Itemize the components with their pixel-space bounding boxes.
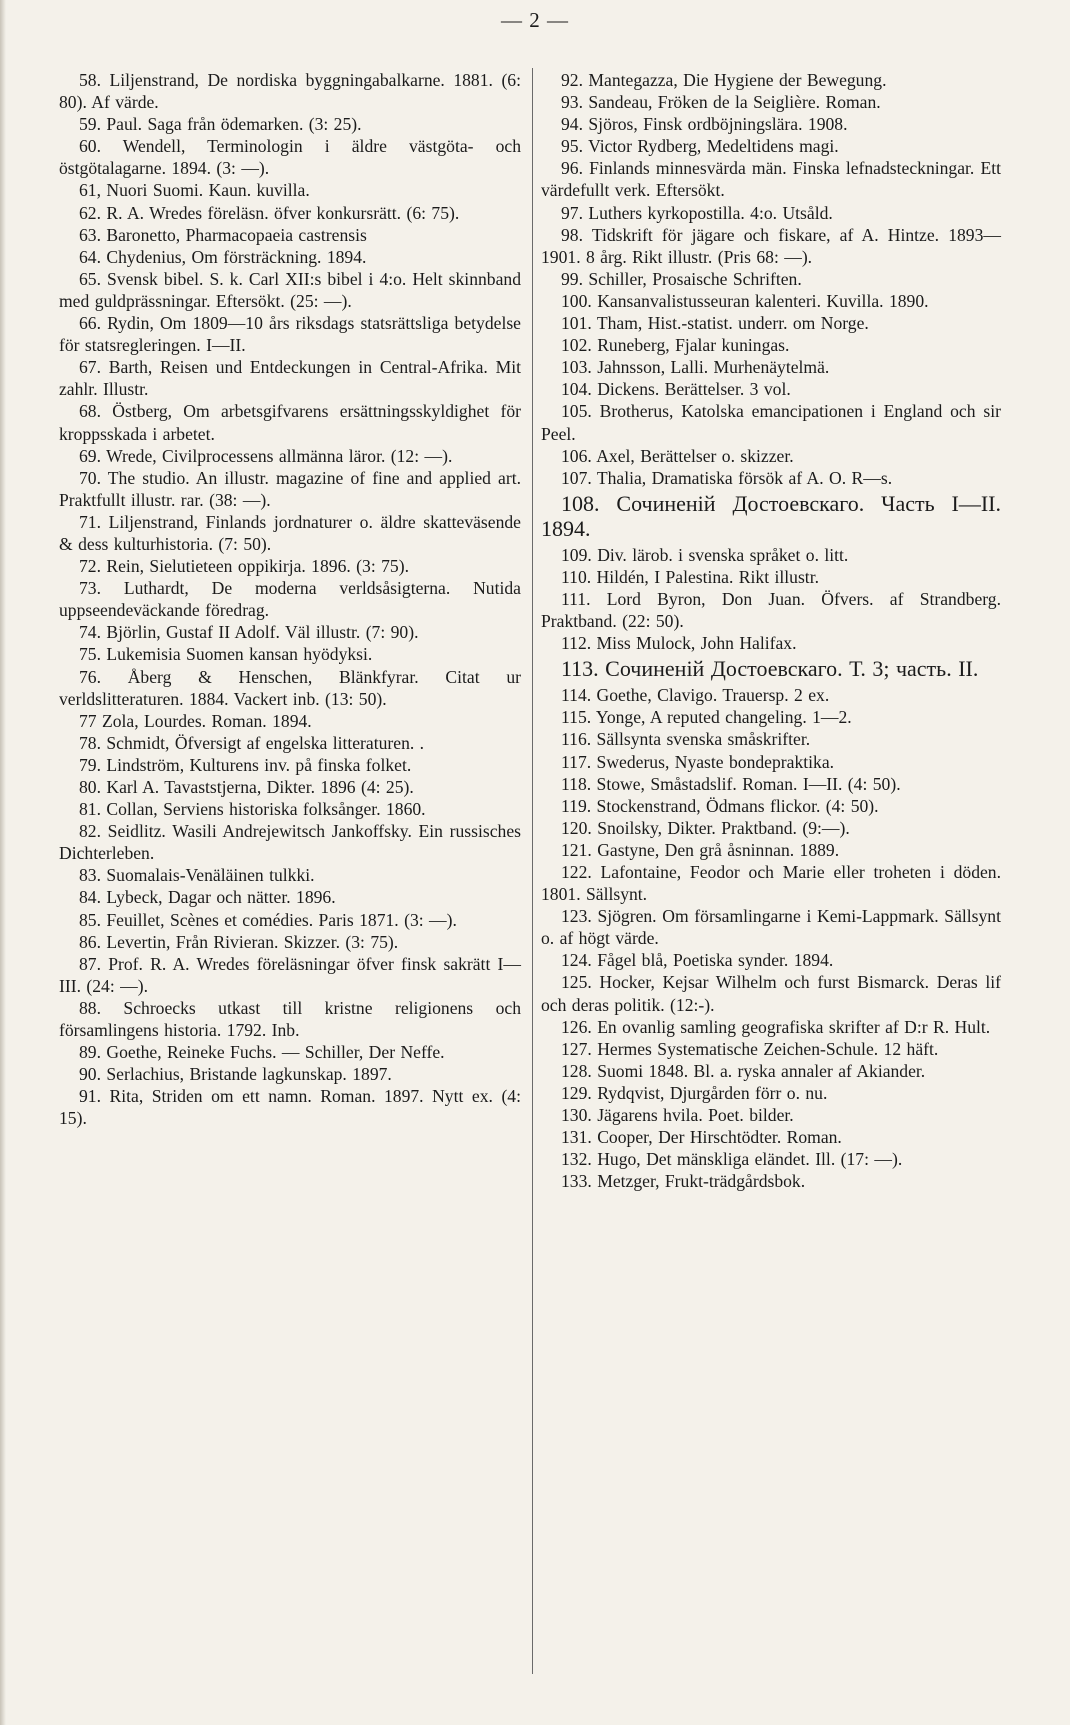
catalogue-entry: 89. Goethe, Reineke Fuchs. — Schiller, Der Neffe. <box>79 1042 445 1063</box>
catalogue-entry: 109. Div. lärob. i svenska språket o. litt. <box>561 544 849 565</box>
catalogue-entry: 124. Fågel blå, Poetiska synder. 1894. <box>561 950 834 971</box>
catalogue-entry: 130. Jägarens hvila. Poet. bilder. <box>561 1105 794 1126</box>
catalogue-entry: 75. Lukemisia Suomen kansan hyödyksi. <box>79 644 373 665</box>
catalogue-entry: 81. Collan, Serviens historiska folksånger. 1860. <box>79 799 426 820</box>
catalogue-entry: 114. Goethe, Clavigo. Trauersp. 2 ex. <box>561 685 830 706</box>
catalogue-entry: 115. Yonge, A reputed changeling. 1—2. <box>561 707 852 728</box>
catalogue-entry: 120. Snoilsky, Dikter. Praktband. (9:—). <box>561 817 850 838</box>
catalogue-entry: 112. Miss Mulock, John Halifax. <box>561 633 797 654</box>
left-column <box>59 69 521 1130</box>
catalogue-entry: 70. The studio. An illustr. magazine of fine and applied art. Praktfullt illustr. rar. (38: —). <box>59 467 521 510</box>
catalogue-entry: 63. Baronetto, Pharmacopaeia castrensis <box>79 224 367 245</box>
catalogue-entry: 108. Сочиненій Достоевскаго. Часть I—II. 1894. <box>541 490 1001 541</box>
catalogue-entry: 116. Sällsynta svenska småskrifter. <box>561 729 811 750</box>
catalogue-entry: 99. Schiller, Prosaische Schriften. <box>561 268 802 289</box>
catalogue-entry: 61, Nuori Suomi. Kaun. kuvilla. <box>79 180 310 201</box>
catalogue-entry: 68. Östberg, Om arbetsgifvarens ersättningsskyldighet för kroppsskada i arbetet. <box>59 401 521 444</box>
catalogue-entry: 125. Hocker, Kejsar Wilhelm och furst Bismarck. Deras lif och deras politik. (12:-). <box>541 972 1001 1015</box>
catalogue-entry: 128. Suomi 1848. Bl. a. ryska annaler af Akiander. <box>561 1060 926 1081</box>
catalogue-entry: 101. Tham, Hist.-statist. underr. om Norge. <box>561 313 869 334</box>
catalogue-entry: 59. Paul. Saga från ödemarken. (3: 25). <box>79 114 362 135</box>
catalogue-entry: 77 Zola, Lourdes. Roman. 1894. <box>79 710 312 731</box>
catalogue-entry: 73. Luthardt, De moderna verldsåsigterna. Nutida uppseendeväckande föredrag. <box>59 578 521 621</box>
catalogue-entry: 69. Wrede, Civilprocessens allmänna läror. (12: —). <box>79 445 453 466</box>
catalogue-entry: 123. Sjögren. Om församlingarne i Kemi-Lappmark. Sällsynt o. af högt värde. <box>541 906 1001 949</box>
catalogue-entry: 65. Svensk bibel. S. k. Carl XII:s bibel i 4:o. Helt skinnband med guldprässningar. Eftersökt. (25: —). <box>59 268 521 311</box>
catalogue-entry: 117. Swederus, Nyaste bondepraktika. <box>561 751 835 772</box>
catalogue-entry: 105. Brotherus, Katolska emancipationen i England och sir Peel. <box>541 401 1001 444</box>
catalogue-entry: 74. Björlin, Gustaf II Adolf. Väl illustr. (7: 90). <box>79 622 419 643</box>
catalogue-entry: 76. Åberg & Henschen, Blänkfyrar. Citat ur verldslitteraturen. 1884. Vackert inb. (13: 50). <box>59 666 521 709</box>
catalogue-entry: 62. R. A. Wredes föreläsn. öfver konkursrätt. (6: 75). <box>79 202 460 223</box>
catalogue-entry: 72. Rein, Sielutieteen oppikirja. 1896. (3: 75). <box>79 556 409 577</box>
catalogue-entry: 98. Tidskrift för jägare och fiskare, af A. Hintze. 1893—1901. 8 årg. Rikt illustr. (Pris 68: —). <box>541 224 1001 267</box>
catalogue-entry: 127. Hermes Systematische Zeichen-Schule. 12 häft. <box>561 1038 939 1059</box>
catalogue-entry: 97. Luthers kyrkopostilla. 4:o. Utsåld. <box>561 202 833 223</box>
catalogue-entry: 64. Chydenius, Om försträckning. 1894. <box>79 246 367 267</box>
catalogue-entry: 103. Jahnsson, Lalli. Murhenäytelmä. <box>561 357 830 378</box>
catalogue-entry: 84. Lybeck, Dagar och nätter. 1896. <box>79 887 336 908</box>
catalogue-entry: 113. Сочиненій Достоевскаго. Т. 3; часть. II. <box>561 656 979 682</box>
catalogue-entry: 96. Finlands minnesvärda män. Finska lefnadsteckningar. Ett värdefullt verk. Eftersökt. <box>541 158 1001 201</box>
catalogue-entry: 119. Stockenstrand, Ödmans flickor. (4: 50). <box>561 795 879 816</box>
catalogue-entry: 87. Prof. R. A. Wredes föreläsningar öfver finsk sakrätt I—III. (24: —). <box>59 953 521 996</box>
catalogue-entry: 102. Runeberg, Fjalar kuningas. <box>561 335 790 356</box>
catalogue-entry: 121. Gastyne, Den grå åsninnan. 1889. <box>561 839 840 860</box>
catalogue-entry: 110. Hildén, I Palestina. Rikt illustr. <box>561 566 819 587</box>
catalogue-entry: 88. Schroecks utkast till kristne religionens och församlingens historia. 1792. Inb. <box>59 997 521 1041</box>
column-divider <box>532 68 533 1674</box>
catalogue-entry: 79. Lindström, Kulturens inv. på finska folket. <box>79 754 412 775</box>
catalogue-entry: 71. Liljenstrand, Finlands jordnaturer o. äldre skatteväsende & dess kulturhistoria. (7: 50). <box>59 511 521 554</box>
catalogue-entry: 90. Serlachius, Bristande lagkunskap. 1897. <box>79 1064 392 1085</box>
catalogue-entry: 95. Victor Rydberg, Medeltidens magi. <box>561 136 839 157</box>
catalogue-entry: 83. Suomalais-Venäläinen tulkki. <box>79 865 315 886</box>
catalogue-entry: 58. Liljenstrand, De nordiska byggningabalkarne. 1881. (6: 80). Af värde. <box>59 70 521 113</box>
catalogue-entry: 129. Rydqvist, Djurgården förr o. nu. <box>561 1082 828 1103</box>
catalogue-entry: 67. Barth, Reisen und Entdeckungen in Central-Afrika. Mit zahlr. Illustr. <box>59 357 521 400</box>
right-column <box>541 69 1001 1192</box>
catalogue-entry: 111. Lord Byron, Don Juan. Öfvers. af Strandberg. Praktband. (22: 50). <box>541 588 1001 632</box>
catalogue-entry: 80. Karl A. Tavaststjerna, Dikter. 1896 (4: 25). <box>79 777 414 797</box>
catalogue-entry: 85. Feuillet, Scènes et comédies. Paris 1871. (3: —). <box>79 909 457 930</box>
catalogue-entry: 132. Hugo, Det mänskliga eländet. Ill. (17: —). <box>561 1149 903 1170</box>
catalogue-entry: 86. Levertin, Från Rivieran. Skizzer. (3: 75). <box>79 931 399 952</box>
catalogue-entry: 78. Schmidt, Öfversigt af engelska litteraturen. . <box>79 732 425 753</box>
catalogue-entry: 126. En ovanlig samling geografiska skrifter af D:r R. Hult. <box>561 1016 991 1037</box>
catalogue-entry: 122. Lafontaine, Feodor och Marie eller troheten i döden. 1801. Sällsynt. <box>541 862 1001 905</box>
catalogue-entry: 100. Kansanvalistusseuran kalenteri. Kuvilla. 1890. <box>561 290 929 311</box>
catalogue-entry: 94. Sjöros, Finsk ordböjningslära. 1908. <box>561 114 848 135</box>
page-number: — 2 — <box>501 8 569 32</box>
catalogue-entry: 66. Rydin, Om 1809—10 års riksdags statsrättsliga betydelse för statsregleringen. I—II. <box>59 313 521 356</box>
catalogue-entry: 60. Wendell, Terminologin i äldre västgöta- och östgötalagarne. 1894. (3: —). <box>59 136 521 179</box>
catalogue-entry: 118. Stowe, Småstadslif. Roman. I—II. (4: 50). <box>561 773 901 794</box>
catalogue-entry: 82. Seidlitz. Wasili Andrejewitsch Jankoffsky. Ein russisches Dichterleben. <box>59 821 521 864</box>
catalogue-entry: 133. Metzger, Frukt-trädgårdsbok. <box>561 1171 806 1192</box>
catalogue-entry: 91. Rita, Striden om ett namn. Roman. 1897. Nytt ex. (4: 15). <box>59 1086 521 1129</box>
catalogue-entry: 93. Sandeau, Fröken de la Seiglière. Roman. <box>561 92 881 113</box>
catalogue-entry: 107. Thalia, Dramatiska försök af A. O. R—s. <box>561 467 893 488</box>
catalogue-entry: 131. Cooper, Der Hirschtödter. Roman. <box>561 1127 842 1148</box>
catalogue-entry: 104. Dickens. Berättelser. 3 vol. <box>561 379 791 400</box>
page-edge-shadow <box>0 0 6 1725</box>
catalogue-entry: 106. Axel, Berättelser o. skizzer. <box>561 445 794 466</box>
catalogue-entry: 92. Mantegazza, Die Hygiene der Bewegung. <box>561 70 887 90</box>
